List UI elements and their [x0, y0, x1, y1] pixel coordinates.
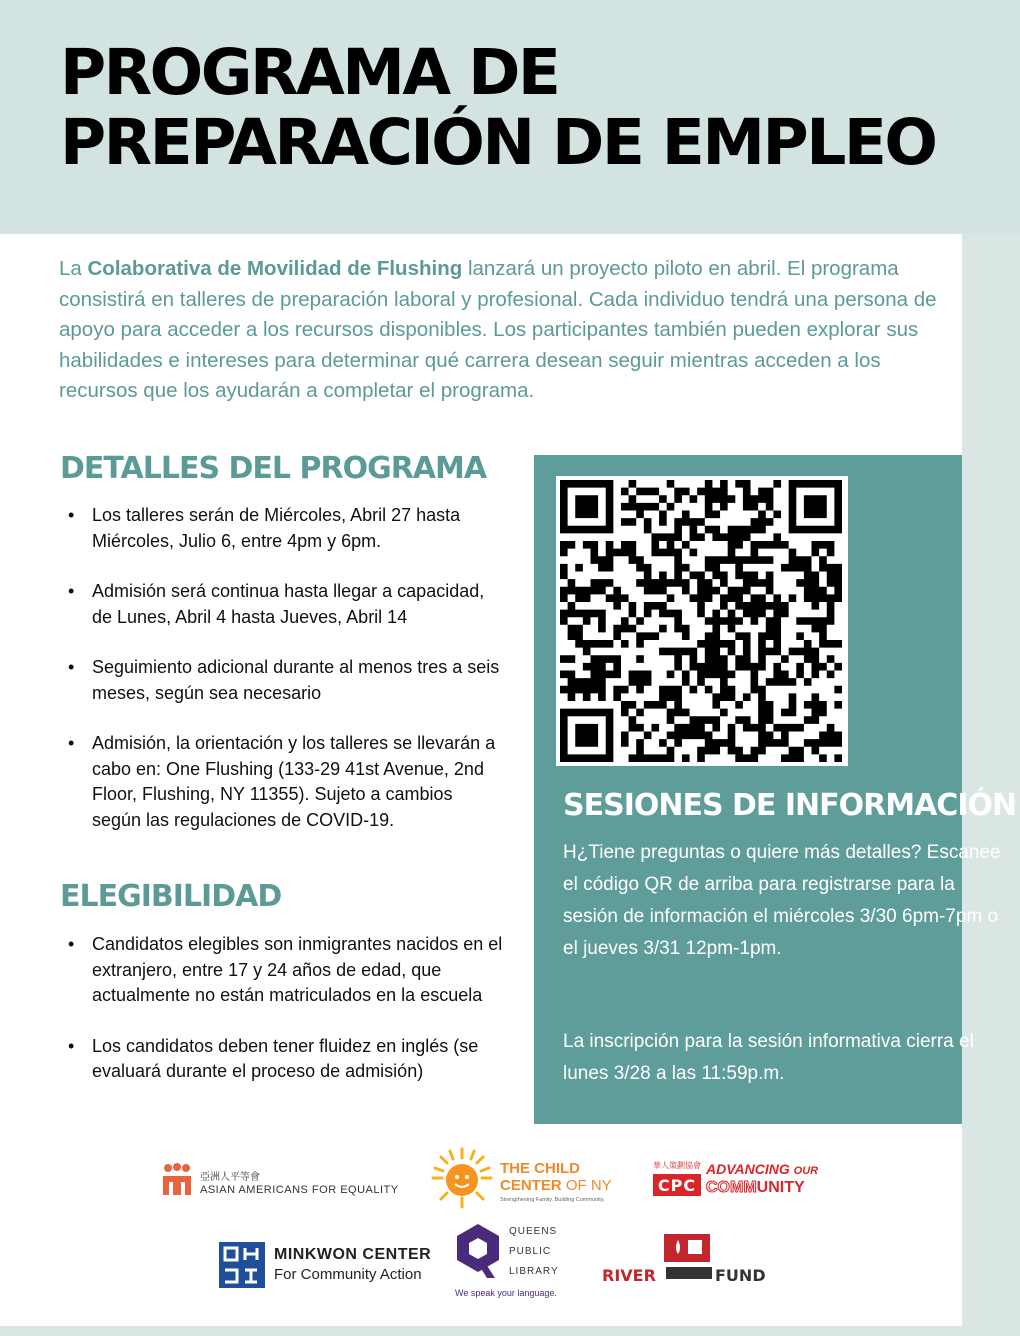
qpl-line-3: LIBRARY: [509, 1266, 559, 1277]
cpc-chinese: 華人策劃協會: [653, 1161, 701, 1170]
minkwon-logo: [219, 1242, 432, 1292]
cpc-advancing: [706, 1161, 818, 1177]
river-fund-wordmark: [602, 1264, 782, 1286]
child-center-word: CENTER: [500, 1177, 566, 1194]
cpc-our-word: OUR: [793, 1165, 819, 1177]
qpl-line-1: QUEENS: [509, 1226, 558, 1237]
aafe-logo: [160, 1160, 420, 1202]
eligibility-heading: ELEGIBILIDAD: [60, 879, 282, 914]
cpc-advancing-word: ADVANCING: [706, 1161, 794, 1177]
child-center-tagline: Strengthening Family. Building Community.: [500, 1197, 605, 1203]
river-fund-icon: [664, 1234, 710, 1262]
qr-finder-pattern: [789, 480, 842, 533]
queens-library-logo: [453, 1222, 583, 1304]
details-item: • Admisión será continua hasta llegar a capacidad, de Lunes, Abril 4 hasta Jueves, Abril 14: [60, 579, 500, 630]
child-center-logo: [430, 1146, 630, 1216]
sessions-paragraph-1: H¿Tiene preguntas o quiere más detalles? Escanee el código QR de arriba para registrarse para la sesión de información el miércoles 3/30 6pm-7pm o el jueves 3/31 12pm-1pm.: [563, 842, 1001, 959]
river-fund-river: RIVER: [602, 1266, 656, 1285]
minkwon-subtitle: For Community Action: [274, 1266, 422, 1283]
eligibility-item: • Candidatos elegibles son inmigrantes nacidos en el extranjero, entre 17 y 24 años de edad, que actualmente no están matriculados en la escuela: [60, 932, 508, 1009]
qr-code-image: [560, 480, 844, 762]
eligibility-list: [60, 932, 508, 1085]
details-heading: DETALLES DEL PROGRAMA: [60, 451, 487, 486]
cpc-icon: [653, 1174, 701, 1196]
intro-paragraph: [59, 254, 939, 407]
page-title: [60, 38, 935, 178]
aafe-icon: [160, 1162, 194, 1196]
details-item: • Los talleres serán de Miércoles, Abril 27 hasta Miércoles, Julio 6, entre 4pm y 6pm.: [60, 503, 500, 554]
sessions-paragraph-2: La inscripción para la sesión informativa cierra el lunes 3/28 a las 11:59p.m.: [563, 1031, 974, 1084]
title-line-2: PREPARACIÓN DE EMPLEO: [60, 106, 936, 179]
minkwon-name: MINKWON CENTER: [274, 1246, 432, 1263]
child-center-line-2: [500, 1177, 612, 1194]
cpc-logo: [653, 1160, 843, 1202]
bottom-border: [0, 1326, 962, 1336]
details-list: [60, 503, 500, 833]
intro-text: lanzará un proyecto piloto en abril. El programa consistirá en talleres de preparación laboral y profesional. Cada individuo tendrá una persona de apoyo para acceder a los recursos disponibles. Los participantes también pueden explorar sus habilidades e intereses para determinar qué carrera desean seguir mientras acceden a los recursos que los ayudarán a completar el programa.: [59, 257, 937, 402]
title-line-1: PROGRAMA DE: [60, 36, 559, 109]
intro-org-name: Colaborativa de Movilidad de Flushing: [87, 257, 463, 280]
details-item: • Admisión, la orientación y los talleres se llevarán a cabo en: One Flushing (133-29 41st Avenue, 2nd Floor, Flushing, NY 11355). Sujeto a cambios según las regulaciones de COVID-19.: [60, 731, 500, 833]
sun-icon: [430, 1146, 494, 1210]
details-item: • Seguimiento adicional durante al menos tres a seis meses, según sea necesario: [60, 655, 500, 706]
child-center-of-ny: OF NY: [565, 1177, 612, 1194]
qr-finder-pattern: [560, 709, 613, 762]
minkwon-icon: [219, 1242, 265, 1288]
qr-code[interactable]: [556, 476, 848, 766]
sessions-heading: SESIONES DE INFORMACIÓN: [563, 788, 1017, 823]
intro-prefix: La: [59, 257, 88, 280]
cpc-unity: UNITY: [756, 1179, 805, 1196]
aafe-name: ASIAN AMERICANS FOR EQUALITY: [200, 1184, 399, 1196]
aafe-chinese: 亞洲人平等會: [200, 1172, 260, 1183]
qpl-line-2: PUBLIC: [509, 1246, 552, 1257]
qpl-tagline: We speak your language.: [455, 1288, 557, 1298]
child-center-line-1: THE CHILD: [500, 1160, 580, 1177]
river-fund-bar: [666, 1267, 712, 1279]
river-fund-logo: [602, 1234, 782, 1286]
cpc-community: [706, 1179, 805, 1197]
queens-q-icon: [455, 1222, 501, 1280]
cpc-comm: COMM: [706, 1179, 757, 1196]
qr-finder-pattern: [560, 480, 613, 533]
right-border: [962, 234, 1020, 1336]
river-fund-fund: FUND: [715, 1266, 766, 1285]
eligibility-item: • Los candidatos deben tener fluidez en inglés (se evaluará durante el proceso de admisión): [60, 1034, 508, 1085]
svg-text:CPC: CPC: [657, 1176, 697, 1195]
